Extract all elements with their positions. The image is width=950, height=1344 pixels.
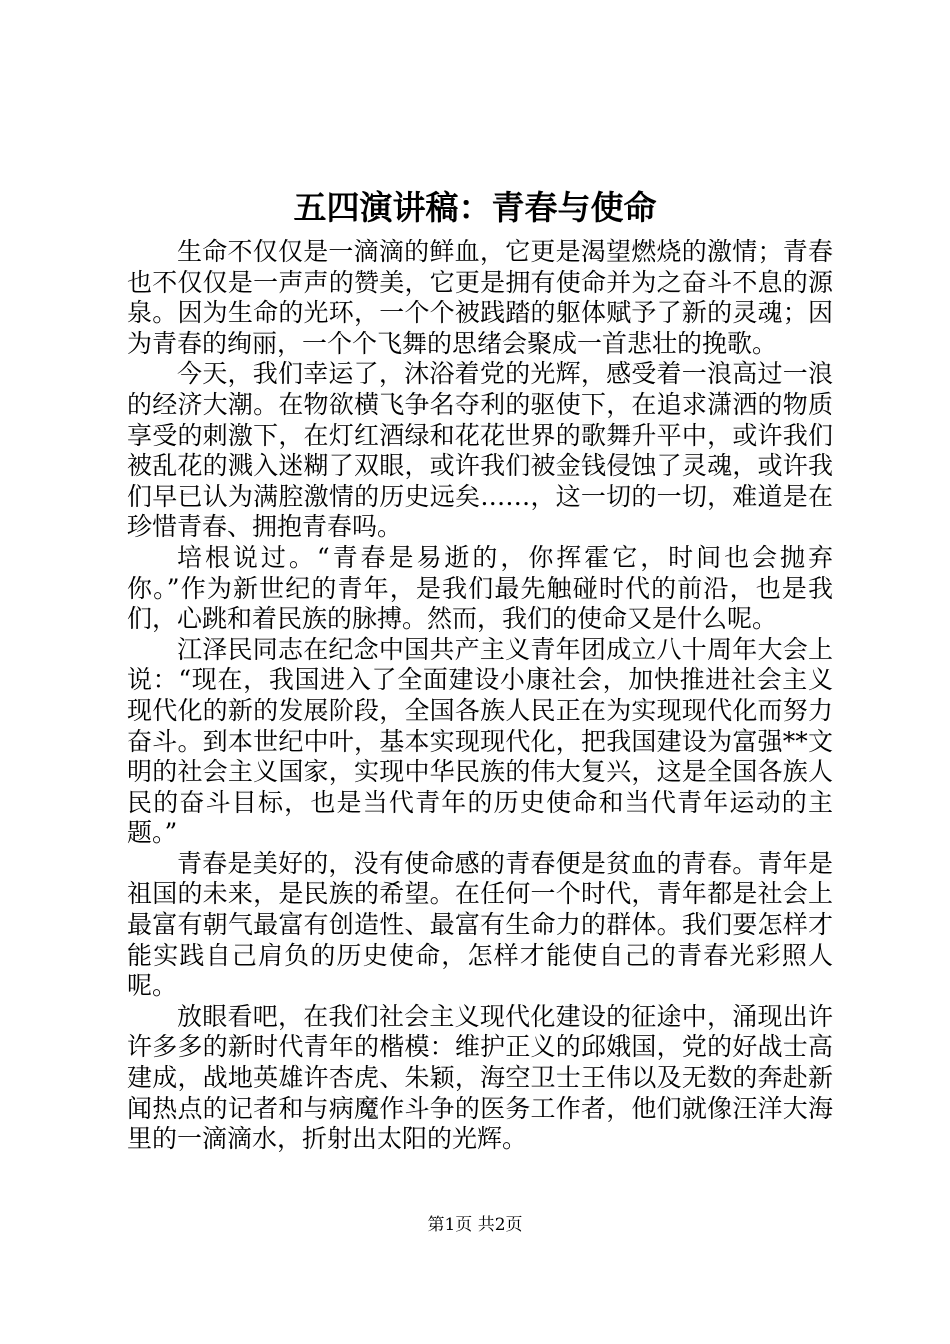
- paragraph: 江泽民同志在纪念中国共产主义青年团成立八十周年大会上说：“现在，我国进入了全面建设小康社会，加快推进社会主义现代化的新的发展阶段，全国各族人民正在为实现现代化而努力奋斗。到本世纪中叶，基本实现现代化，把我国建设为富强**文明的社会主义国家，实现中华民族的伟大复兴，这是全国各族人民的奋斗目标，也是当代青年的历史使命和当代青年运动的主题。”: [127, 634, 833, 848]
- page-number-footer: 第1页 共2页: [427, 1215, 523, 1235]
- paragraph: 生命不仅仅是一滴滴的鲜血，它更是渴望燃烧的激情；青春也不仅仅是一声声的赞美，它更是拥有使命并为之奋斗不息的源泉。因为生命的光环，一个个被践踏的躯体赋予了新的灵魂；因为青春的绚丽，一个个飞舞的思绪会聚成一首悲壮的挽歌。: [127, 237, 833, 358]
- paragraph: 培根说过。“青春是易逝的，你挥霍它，时间也会抛弃你。”作为新世纪的青年，是我们最先触碰时代的前沿，也是我们，心跳和着民族的脉搏。然而，我们的使命又是什么呢。: [127, 542, 833, 634]
- paragraph: 放眼看吧，在我们社会主义现代化建设的征途中，涌现出许许多多的新时代青年的楷模：维护正义的邱娥国，党的好战士高建成，战地英雄许杏虎、朱颖，海空卫士王伟以及无数的奔赴新闻热点的记者和与病魔作斗争的医务工作者，他们就像汪洋大海里的一滴滴水，折射出太阳的光辉。: [127, 1001, 833, 1154]
- document-body: [127, 237, 833, 1155]
- paragraph: 青春是美好的，没有使命感的青春便是贫血的青春。青年是祖国的未来，是民族的希望。在任何一个时代，青年都是社会上最富有朝气最富有创造性、最富有生命力的群体。我们要怎样才能实践自己肩负的历史使命，怎样才能使自己的青春光彩照人呢。: [127, 848, 833, 1001]
- document-title: 五四演讲稿：青春与使命: [293, 188, 657, 227]
- paragraph: 今天，我们幸运了，沐浴着党的光辉，感受着一浪高过一浪的经济大潮。在物欲横飞争名夺利的驱使下，在追求潇洒的物质享受的刺激下，在灯红酒绿和花花世界的歌舞升平中，或许我们被乱花的溅入迷糊了双眼，或许我们被金钱侵蚀了灵魂，或许我们早已认为满腔激情的历史远矣……，这一切的一切，难道是在珍惜青春、拥抱青春吗。: [127, 359, 833, 542]
